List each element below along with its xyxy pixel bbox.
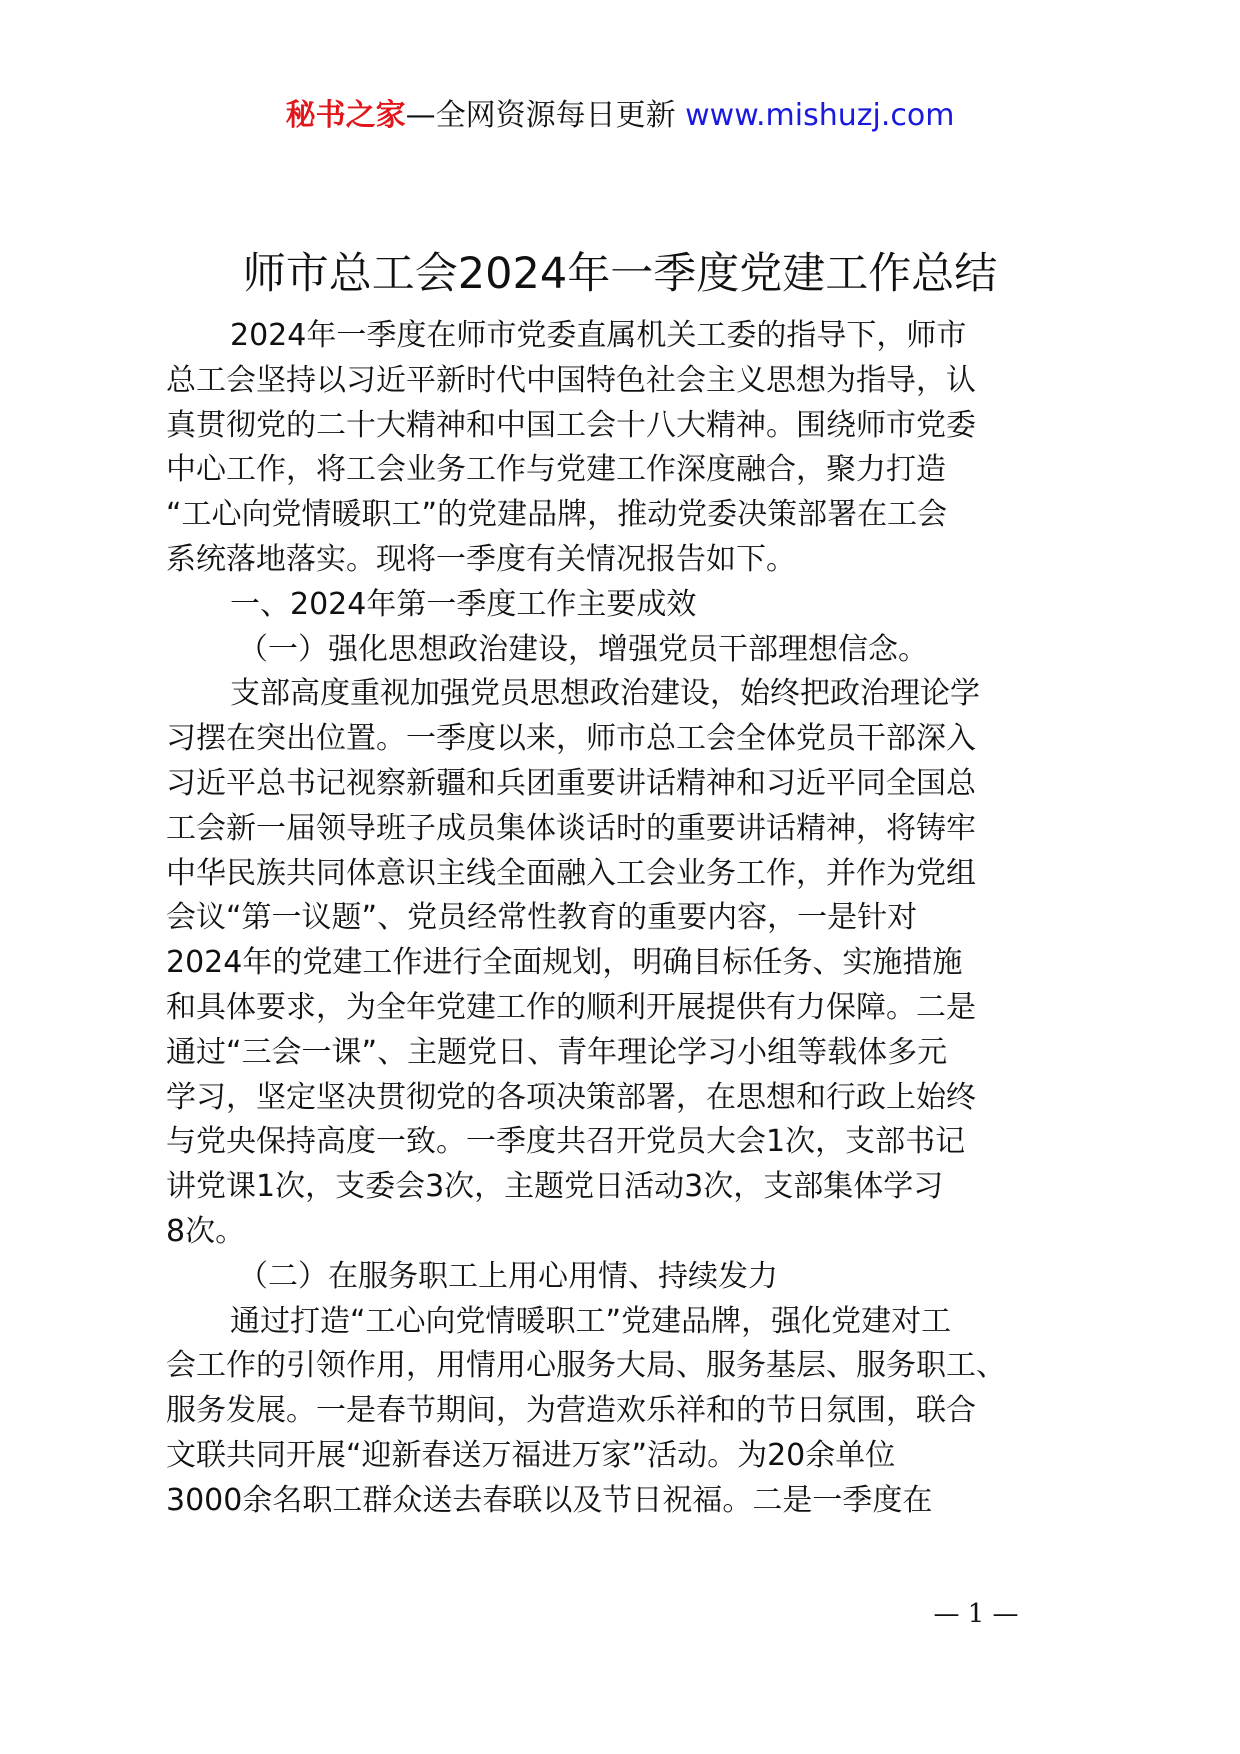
- paragraph-line: 习近平总书记视察新疆和兵团重要讲话精神和习近平同全国总: [166, 765, 976, 801]
- paragraph-line: 3000余名职工群众送去春联以及节日祝福。二是一季度在: [166, 1482, 933, 1518]
- paragraph-line: 总工会坚持以习近平新时代中国特色社会主义思想为指导，认: [166, 362, 976, 398]
- site-brand: 秘书之家: [285, 98, 406, 133]
- document-title: 师市总工会2024年一季度党建工作总结: [242, 249, 998, 299]
- paragraph-line: 工会新一届领导班子成员集体谈话时的重要讲话精神，将铸牢: [166, 810, 976, 846]
- paragraph-line: 讲党课1次，支委会3次，主题党日活动3次，支部集体学习: [166, 1169, 944, 1205]
- document-body: [166, 314, 1086, 1524]
- paragraph-line: “工心向党情暖职工”的党建品牌，推动党委决策部署在工会: [166, 497, 948, 533]
- paragraph-line: 会工作的引领作用，用情用心服务大局、服务基层、服务职工、: [166, 1348, 1006, 1384]
- paragraph-line: 真贯彻党的二十大精神和中国工会十八大精神。围绕师市党委: [166, 407, 976, 443]
- paragraph-line: 服务发展。一是春节期间，为营造欢乐祥和的节日氛围，联合: [166, 1393, 976, 1429]
- paragraph-line: 系统落地落实。现将一季度有关情况报告如下。: [166, 541, 796, 577]
- section-heading: 一、2024年第一季度工作主要成效: [230, 586, 697, 622]
- paragraph-line: 8次。: [166, 1213, 246, 1249]
- paragraph-line: 2024年一季度在师市党委直属机关工委的指导下，师市: [230, 318, 967, 353]
- subsection-heading: （一）强化思想政治建设，增强党员干部理想信念。: [238, 631, 928, 667]
- paragraph-line: 习摆在突出位置。一季度以来，师市总工会全体党员干部深入: [166, 721, 976, 757]
- paragraph-line: 学习，坚定坚决贯彻党的各项决策部署，在思想和行政上始终: [166, 1079, 976, 1115]
- paragraph-line: 和具体要求，为全年党建工作的顺利开展提供有力保障。二是: [166, 989, 976, 1025]
- paragraph-line: 与党央保持高度一致。一季度共召开党员大会1次，支部书记: [166, 1124, 966, 1160]
- paragraph-line: 中华民族共同体意识主线全面融入工会业务工作，并作为党组: [166, 855, 976, 891]
- page-number: — 1 —: [933, 1599, 1019, 1629]
- subsection-heading: （二）在服务职工上用心用情、持续发力: [238, 1258, 778, 1294]
- paragraph-line: 2024年的党建工作进行全面规划，明确目标任务、实施措施: [166, 945, 963, 981]
- paragraph-line: 文联共同开展“迎新春送万福进万家”活动。为20余单位: [166, 1437, 896, 1473]
- site-url-link[interactable]: www.mishuzj.com: [685, 98, 955, 133]
- paragraph-line: 支部高度重视加强党员思想政治建设，始终把政治理论学: [230, 676, 980, 712]
- paragraph-line: 会议“第一议题”、党员经常性教育的重要内容，一是针对: [166, 900, 918, 936]
- site-header: [0, 96, 1240, 136]
- paragraph-line: 中心工作，将工会业务工作与党建工作深度融合，聚力打造: [166, 452, 946, 488]
- paragraph-line: 通过“三会一课”、主题党日、青年理论学习小组等载体多元: [166, 1034, 948, 1070]
- site-tagline: —全网资源每日更新: [405, 98, 686, 133]
- paragraph-line: 通过打造“工心向党情暖职工”党建品牌，强化党建对工: [230, 1303, 952, 1339]
